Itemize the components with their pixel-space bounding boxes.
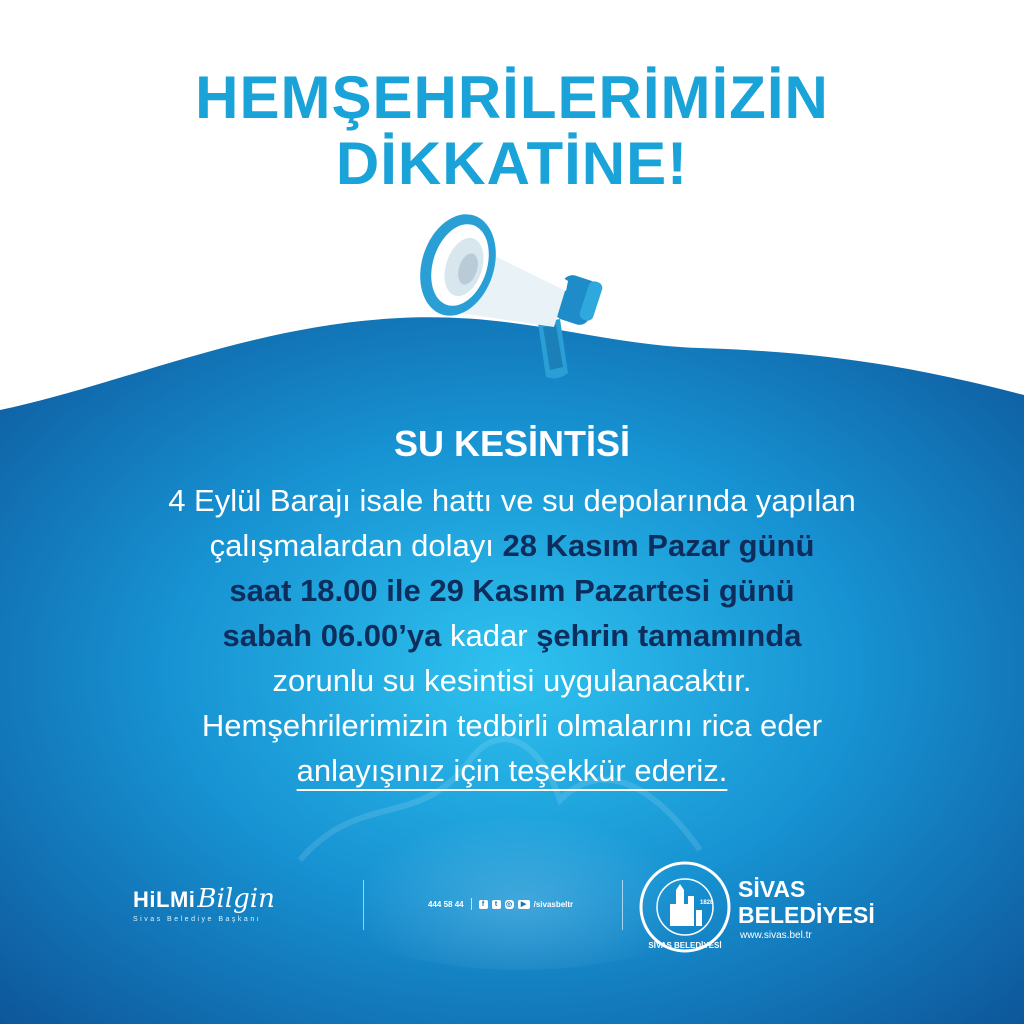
mayor-name: HiLMi — [133, 887, 196, 912]
notice-line-5: zorunlu su kesintisi uygulanacaktır. — [272, 663, 752, 698]
notice-line-6: Hemşehrilerimizin tedbirli olmalarını rica eder — [201, 708, 823, 743]
footer-divider — [363, 880, 364, 930]
instagram-icon[interactable]: ◎ — [506, 900, 513, 908]
facebook-icon[interactable]: f — [479, 900, 488, 909]
notice-subtitle: SU KESİNTİSİ — [393, 423, 631, 464]
highlight-date-start: 28 Kasım Pazar günü — [502, 528, 815, 563]
notice-line-4 — [60, 613, 964, 658]
website-link[interactable]: www.sivas.bel.tr — [740, 930, 812, 941]
seal-text: SİVAS BELEDİYESİ — [648, 941, 722, 950]
social-handle[interactable]: /sivasbeltr — [533, 899, 574, 909]
mayor-caption: Sivas Belediye Başkanı — [133, 916, 262, 923]
page-title-line-1: HEMŞEHRİLERİMİZİN — [195, 64, 829, 131]
megaphone-icon — [418, 195, 618, 390]
youtube-icon[interactable]: ▶ — [518, 900, 530, 909]
brand-line-2: BELEDİYESİ — [738, 902, 875, 928]
contact-info — [428, 898, 573, 910]
notice-text: çalışmalardan dolayı — [209, 528, 494, 563]
highlight-time-range: saat 18.00 ile 29 Kasım Pazartesi günü — [229, 573, 795, 608]
mayor-signature — [133, 884, 275, 923]
footer-divider — [622, 880, 623, 930]
notice-body — [60, 478, 964, 793]
notice-line-1: 4 Eylül Barajı isale hattı ve su depolarında yapılan — [168, 483, 856, 518]
notice-line-2 — [60, 523, 964, 568]
thanks-text: anlayışınız için teşekkür ederiz. — [296, 753, 728, 788]
mayor-signature-script: Bilgin — [197, 884, 275, 914]
notice-text: kadar — [450, 618, 528, 653]
notice-line-7 — [60, 748, 964, 793]
contact-separator — [471, 898, 472, 910]
brand-name — [738, 876, 875, 928]
seal-year: 1828 — [700, 900, 714, 906]
twitter-icon[interactable]: t — [492, 900, 501, 909]
phone-number: 444 58 44 — [428, 899, 464, 909]
page-title-line-2: DİKKATİNE! — [335, 130, 689, 197]
highlight-area: şehrin tamamında — [536, 618, 802, 653]
municipality-seal-logo — [638, 860, 732, 954]
brand-line-1: SİVAS — [738, 876, 806, 902]
highlight-end-time: sabah 06.00’ya — [222, 618, 442, 653]
